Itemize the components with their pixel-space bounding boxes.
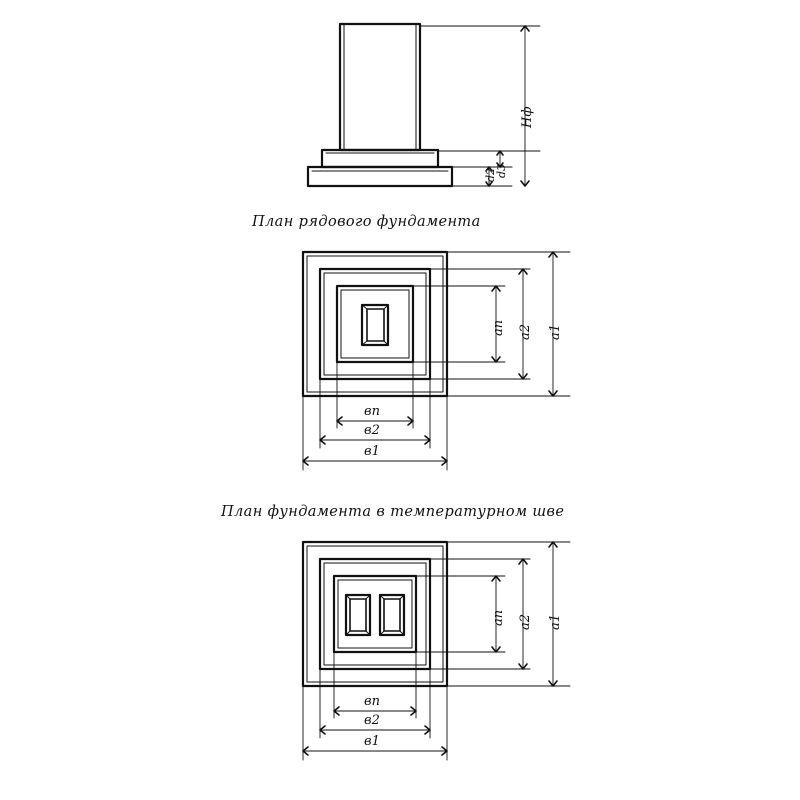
elevation-view — [308, 24, 452, 186]
dimension-label-a1-ordinary: a1 — [548, 323, 563, 340]
dimension-label-v1-ordinary: в1 — [364, 444, 380, 459]
dimension-label-ap-ordinary: aп — [491, 319, 506, 336]
plan-joint-view — [303, 542, 447, 686]
section-title-plan-ordinary: План рядового фундамента — [252, 214, 481, 230]
dimension-label-vp-ordinary: вп — [364, 404, 380, 419]
dimension-label-a2-ordinary: a2 — [518, 323, 533, 340]
dimension-label-vp-joint: вп — [364, 694, 380, 709]
dimension-label-a1-joint: a1 — [548, 613, 563, 630]
dimension-label-v2-ordinary: в2 — [364, 423, 380, 438]
dimension-label-d3: d3 — [495, 163, 508, 178]
dimension-label-d2: d2 — [484, 167, 497, 182]
plan-ordinary-view — [303, 252, 447, 396]
dimension-label-v1-joint: в1 — [364, 734, 380, 749]
dimension-label-v2-joint: в2 — [364, 713, 380, 728]
dimension-label-a2-joint: a2 — [518, 613, 533, 630]
section-title-plan-joint: План фундамента в температурном шве — [221, 504, 565, 520]
dimension-label-hf: Hф — [520, 106, 535, 128]
dimension-label-ap-joint: aп — [491, 609, 506, 626]
